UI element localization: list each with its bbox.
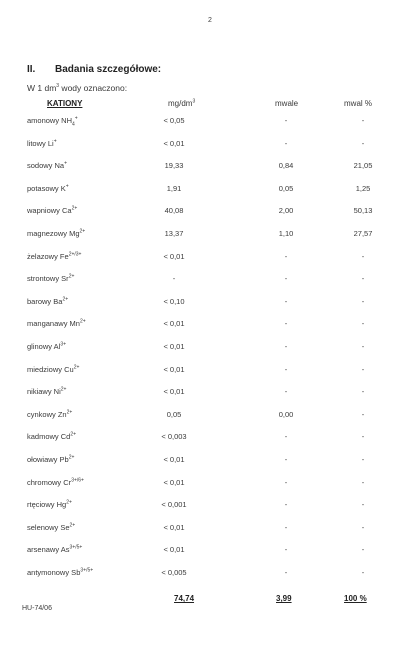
cation-name: magnezowy $Mg^{2+}$ bbox=[27, 228, 86, 238]
table-row bbox=[0, 478, 419, 492]
cation-name: sodowy Na+ bbox=[27, 160, 68, 171]
value-mwal-percent: - bbox=[361, 296, 365, 306]
total-mwale: 3,99 bbox=[276, 594, 292, 603]
cation-name: amonowy $NH_4^+$ bbox=[27, 115, 78, 128]
value-mwale: - bbox=[284, 342, 288, 351]
value-mwale: 0,84 bbox=[278, 161, 294, 171]
value-mwal-percent: 1,25 bbox=[355, 183, 371, 193]
value-mwale: - bbox=[284, 138, 288, 148]
value-mwal-percent: - bbox=[361, 522, 365, 532]
section-title-text: Badania szczegółowe: bbox=[55, 64, 162, 75]
total-mwal-percent: 100 % bbox=[344, 594, 367, 603]
value-mg-dm3: < 0,01 bbox=[163, 319, 185, 329]
header-mg-dm3: $mg/dm^3$ bbox=[168, 98, 196, 108]
cation-name: wapniowy $Ca^{2+}$ bbox=[27, 205, 78, 216]
section-number: II. bbox=[27, 64, 36, 75]
table-row bbox=[0, 523, 419, 537]
value-mg-dm3: 40,08 bbox=[164, 206, 184, 216]
table-row bbox=[0, 274, 419, 288]
value-mwale: 2,00 bbox=[278, 206, 294, 216]
value-mg-dm3: 0,05 bbox=[166, 409, 182, 419]
value-mwale: - bbox=[284, 568, 288, 577]
table-row bbox=[0, 161, 419, 175]
table-row bbox=[0, 319, 419, 333]
value-mwale: - bbox=[284, 477, 288, 487]
cation-name: potasowy K+ bbox=[27, 183, 69, 193]
value-mwal-percent: - bbox=[361, 432, 365, 442]
section-title bbox=[27, 64, 161, 75]
cation-name: nikiawy $Ni^{2+}$ bbox=[27, 386, 67, 397]
value-mwal-percent: - bbox=[361, 387, 365, 397]
value-mg-dm3: < 0,01 bbox=[163, 387, 185, 397]
value-mwale: - bbox=[284, 296, 288, 306]
table-row bbox=[0, 432, 419, 446]
value-mwale: 1,10 bbox=[278, 229, 294, 238]
table-row bbox=[0, 116, 419, 130]
cation-name: ołowiawy $Pb^{2+}$ bbox=[27, 454, 75, 464]
value-mwal-percent: - bbox=[361, 319, 365, 329]
value-mg-dm3: < 0,01 bbox=[163, 342, 185, 351]
value-mg-dm3: < 0,10 bbox=[163, 296, 185, 306]
value-mwale: - bbox=[284, 251, 288, 261]
value-mwal-percent: - bbox=[361, 364, 365, 374]
table-row bbox=[0, 229, 419, 243]
value-mwale: - bbox=[284, 274, 288, 284]
value-mg-dm3: < 0,01 bbox=[163, 545, 185, 555]
cation-name: miedziowy $Cu^{2+}$ bbox=[27, 364, 80, 374]
total-mg: 74,74 bbox=[174, 594, 195, 603]
value-mg-dm3: 19,33 bbox=[164, 161, 184, 171]
page-number: 2 bbox=[208, 17, 212, 24]
value-mg-dm3: < 0,01 bbox=[163, 364, 185, 374]
cation-name: selenowy $Se^{2+}$ bbox=[27, 522, 76, 532]
cation-name: strontowy $Sr^{2+}$ bbox=[27, 273, 75, 284]
value-mwale: - bbox=[284, 455, 288, 464]
subtitle: W 1 $dm^3$ wody oznaczono: bbox=[27, 83, 128, 93]
value-mwal-percent: - bbox=[361, 500, 365, 510]
table-row bbox=[0, 568, 419, 582]
value-mg-dm3: 1,91 bbox=[166, 183, 182, 193]
value-mwal-percent: - bbox=[361, 251, 365, 261]
value-mg-dm3: < 0,001 bbox=[161, 500, 187, 510]
value-mwale: 0,00 bbox=[278, 409, 294, 419]
value-mg-dm3: < 0,01 bbox=[163, 251, 185, 261]
value-mg-dm3: < 0,01 bbox=[163, 455, 185, 464]
value-mwal-percent: 21,05 bbox=[353, 161, 373, 171]
table-row bbox=[0, 139, 419, 153]
value-mwale: - bbox=[284, 500, 288, 510]
value-mwal-percent: - bbox=[361, 138, 365, 148]
header-mwal-percent: mwal % bbox=[344, 99, 373, 108]
cation-name: manganawy $Mn^{2+}$ bbox=[27, 318, 86, 329]
value-mwale: - bbox=[284, 364, 288, 374]
value-mwale: - bbox=[284, 545, 288, 555]
value-mwal-percent: - bbox=[361, 455, 365, 464]
value-mg-dm3: < 0,05 bbox=[163, 116, 185, 125]
value-mwale: - bbox=[284, 319, 288, 329]
table-row bbox=[0, 455, 419, 469]
value-mwale: - bbox=[284, 522, 288, 532]
value-mwal-percent: - bbox=[361, 342, 365, 351]
value-mwal-percent: - bbox=[361, 116, 365, 125]
value-mg-dm3: < 0,01 bbox=[163, 477, 185, 487]
value-mwal-percent: - bbox=[361, 409, 365, 419]
cation-name: glinowy $Al^{3+}$ bbox=[27, 341, 67, 351]
value-mwal-percent: 50,13 bbox=[353, 206, 373, 216]
cation-name: kadmowy $Cd^{2+}$ bbox=[27, 431, 77, 442]
cation-name: barowy $Ba^{2+}$ bbox=[27, 296, 69, 306]
table-row bbox=[0, 410, 419, 424]
table-row bbox=[0, 252, 419, 266]
table-row bbox=[0, 545, 419, 559]
value-mwal-percent: - bbox=[361, 568, 365, 577]
table-row bbox=[0, 387, 419, 401]
header-mwale: mwale bbox=[275, 99, 299, 108]
cation-name: rtęciowy $Hg^{2+}$ bbox=[27, 499, 72, 510]
cation-name: litowy Li+ bbox=[27, 138, 57, 148]
table-row bbox=[0, 500, 419, 514]
value-mg-dm3: < 0,005 bbox=[161, 568, 187, 577]
table-row bbox=[0, 297, 419, 311]
value-mg-dm3: < 0,01 bbox=[163, 138, 185, 148]
value-mwal-percent: - bbox=[361, 477, 365, 487]
value-mwal-percent: 27,57 bbox=[353, 229, 373, 238]
value-mg-dm3: < 0,003 bbox=[161, 432, 187, 442]
header-kationy: KATIONY bbox=[47, 99, 83, 108]
value-mwal-percent: - bbox=[361, 545, 365, 555]
value-mwale: - bbox=[284, 116, 288, 125]
table-row bbox=[0, 184, 419, 198]
table-row bbox=[0, 206, 419, 220]
value-mwal-percent: - bbox=[361, 274, 365, 284]
value-mg-dm3: - bbox=[172, 274, 176, 284]
footer-code: HU-74/06 bbox=[22, 605, 52, 612]
value-mwale: - bbox=[284, 387, 288, 397]
cation-name: cynkowy $Zn^{2+}$ bbox=[27, 409, 73, 419]
cation-name: chromowy $Cr^{3+/6+}$ bbox=[27, 477, 84, 487]
cation-name: żelazowy $Fe^{2+/3+}$ bbox=[27, 251, 82, 261]
table-row bbox=[0, 342, 419, 356]
value-mg-dm3: 13,37 bbox=[164, 229, 184, 238]
value-mg-dm3: < 0,01 bbox=[163, 522, 185, 532]
cation-name: arsenawy $As^{3+/5+}$ bbox=[27, 544, 83, 555]
cation-name: antymonowy $Sb^{3+/5+}$ bbox=[27, 567, 94, 577]
table-row bbox=[0, 365, 419, 379]
value-mwale: - bbox=[284, 432, 288, 442]
value-mwale: 0,05 bbox=[278, 183, 294, 193]
